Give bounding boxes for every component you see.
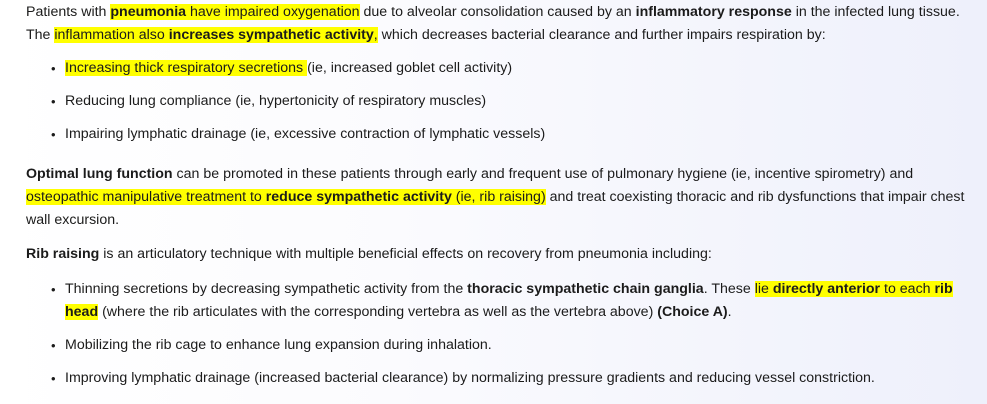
- text-span: Improving lymphatic drainage (increased bacterial clearance) by normalizing pressure gradients and reducing vessel constriction.: [65, 370, 875, 386]
- list-item: [65, 123, 980, 146]
- list-item: [65, 90, 980, 113]
- text-span: (ie, rib raising): [451, 189, 546, 205]
- paragraph-pneumonia-oxygenation: [26, 1, 976, 47]
- highlighted-text: [26, 189, 546, 205]
- text-span: due to alveolar consolidation caused by an: [359, 4, 636, 20]
- text-span: which decreases bacterial clearance and further impairs respiration by:: [377, 27, 826, 43]
- bold-term-inflammatory-response: inflammatory response: [635, 4, 792, 20]
- highlighted-text: [110, 4, 359, 20]
- paragraph-rib-raising: [26, 243, 976, 266]
- bold-term-optimal-lung-function: Optimal lung function: [26, 166, 173, 182]
- bold-term-ganglia: thoracic sympathetic chain ganglia: [467, 281, 704, 297]
- text-span: osteopathic manipulative treatment to: [26, 189, 266, 205]
- text-span: lie: [754, 281, 773, 297]
- text-span: ,: [373, 27, 378, 43]
- text-span: can be promoted in these patients through early and frequent use of pulmonary hygiene (ie, incentive spirometry) and: [172, 166, 914, 182]
- text-span: (ie, increased goblet cell activity): [307, 60, 513, 76]
- text-span: Impairing lymphatic drainage (ie, excessive contraction of lymphatic vessels): [65, 126, 546, 142]
- highlighted-text: Increasing thick respiratory secretions: [65, 60, 308, 76]
- text-span: have impaired oxygenation: [186, 4, 360, 20]
- text-span: Patients with: [26, 4, 111, 20]
- text-span: Reducing lung compliance (ie, hypertonicity of respiratory muscles): [65, 93, 487, 109]
- text-span: .: [727, 304, 732, 320]
- text-span: inflammation also: [54, 27, 169, 43]
- choice-reference: (Choice A): [657, 304, 728, 320]
- highlighted-text: [54, 27, 377, 43]
- bold-term-rib-head: rib head: [65, 281, 953, 320]
- bold-term-directly-anterior: directly anterior: [772, 281, 881, 297]
- text-span: Thinning secretions by decreasing sympathetic activity from the: [65, 281, 468, 297]
- text-span: in the infected lung tissue. The: [26, 4, 960, 43]
- list-item: [65, 278, 980, 324]
- text-span: Mobilizing the rib cage to enhance lung expansion during inhalation.: [65, 337, 492, 353]
- bold-term-pneumonia: pneumonia: [110, 4, 187, 20]
- paragraph-optimal-lung-function: [26, 163, 976, 232]
- bold-term-reduce-sympathetic: reduce sympathetic activity: [265, 189, 452, 205]
- text-span: to each: [880, 281, 935, 297]
- list-item: [65, 334, 980, 357]
- bold-term-sympathetic-activity: increases sympathetic activity: [168, 27, 374, 43]
- text-span: is an articulatory technique with multiple beneficial effects on recovery from pneumonia including:: [99, 246, 712, 262]
- list-item: [65, 57, 980, 80]
- text-span: and treat coexisting thoracic and rib dysfunctions that impair chest wall excursion.: [26, 189, 965, 228]
- text-span: (where the rib articulates with the corresponding vertebra as well as the vertebra above): [98, 304, 658, 320]
- list-item: [65, 367, 980, 390]
- bold-term-rib-raising: Rib raising: [26, 246, 100, 262]
- text-span: . These: [703, 281, 755, 297]
